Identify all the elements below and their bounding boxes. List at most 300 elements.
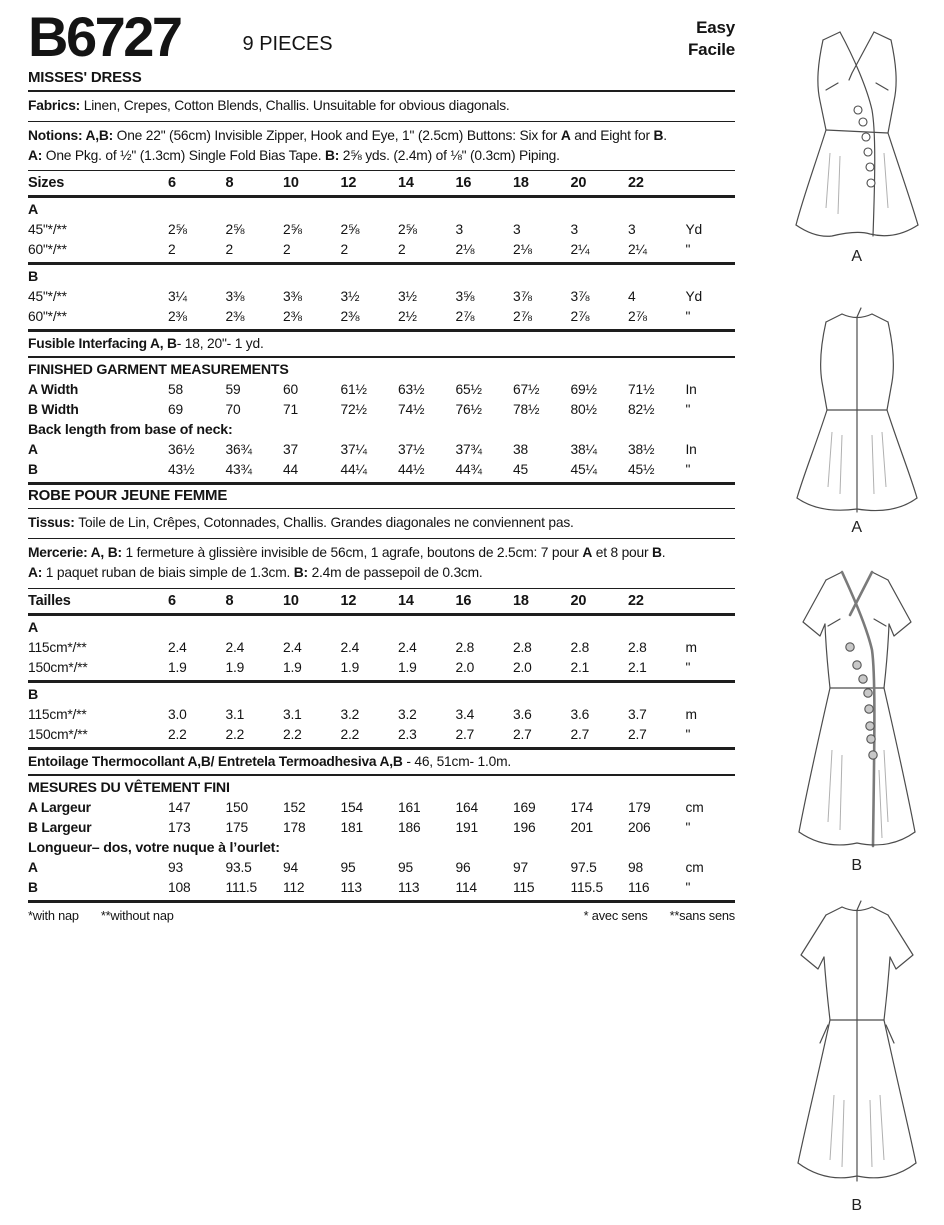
value-cell: 2.7 xyxy=(628,726,647,742)
value-cell: 3 xyxy=(628,222,636,238)
value-cell: 43½ xyxy=(168,462,195,478)
divider xyxy=(28,538,735,539)
yardage-table-fr xyxy=(28,591,735,903)
mercerie-line-1 xyxy=(28,543,735,563)
value-cell: 2.2 xyxy=(168,726,187,742)
view-label: A xyxy=(851,519,863,536)
value-cell: 93 xyxy=(168,859,183,875)
value-cell: 2.2 xyxy=(340,726,360,742)
footnote-with-nap: *with nap xyxy=(28,907,79,923)
value-cell: 196 xyxy=(513,819,536,835)
value-cell: 186 xyxy=(398,819,421,835)
dress-view-b-back xyxy=(770,895,944,1215)
table-row xyxy=(28,838,735,858)
value-cell: 3⅞ xyxy=(570,289,590,305)
text-segment: Mercerie: A, B: xyxy=(28,544,126,560)
dress-view-a-front xyxy=(770,18,944,266)
value-cell: 111.5 xyxy=(225,879,257,895)
row-group-label: A xyxy=(28,619,39,636)
unit-cell: In xyxy=(685,442,697,458)
value-cell: 2.4 xyxy=(225,639,245,655)
value-cell: 2⅛ xyxy=(513,242,532,258)
value-cell: 82½ xyxy=(628,402,655,418)
row-label: Sizes xyxy=(28,175,65,192)
value-cell: 2⅜ xyxy=(340,309,360,325)
value-cell: 154 xyxy=(340,799,363,815)
value-cell: 60 xyxy=(283,382,298,398)
footnote-en xyxy=(28,908,196,923)
pattern-number: B6727 xyxy=(28,5,181,68)
unit-cell: " xyxy=(685,819,691,835)
value-cell: 2¼ xyxy=(628,242,647,258)
value-cell: 20 xyxy=(570,592,587,609)
value-cell: 1.9 xyxy=(340,659,360,675)
row-label: 115cm*/** xyxy=(28,706,87,722)
row-group-label: B xyxy=(28,269,39,286)
value-cell: 3¼ xyxy=(168,289,187,305)
footnote-sans-sens: **sans sens xyxy=(669,907,735,923)
view-label: A xyxy=(851,248,863,265)
value-cell: 3.4 xyxy=(455,706,475,722)
value-cell: 67½ xyxy=(513,382,540,398)
value-cell: 95 xyxy=(340,859,356,875)
value-cell: 1.9 xyxy=(225,659,245,675)
value-cell: 113 xyxy=(340,879,362,895)
value-cell: 108 xyxy=(168,879,191,895)
value-cell: 3½ xyxy=(340,289,360,305)
value-cell: 2 xyxy=(340,242,348,258)
difficulty-fr: Facile xyxy=(688,40,735,60)
value-cell: 18 xyxy=(513,175,529,192)
value-cell: 97.5 xyxy=(570,859,597,875)
value-cell: 6 xyxy=(168,175,176,192)
value-cell: 3.2 xyxy=(398,706,417,722)
value-cell: 3.6 xyxy=(570,706,590,722)
value-cell: 2⅜ xyxy=(225,309,245,325)
table-row xyxy=(28,618,735,638)
value-cell: 152 xyxy=(283,799,306,815)
unit-cell: " xyxy=(685,726,691,742)
divider xyxy=(28,195,735,198)
value-cell: 173 xyxy=(168,819,191,835)
value-cell: 2.0 xyxy=(513,659,532,675)
text-segment: et 8 pour xyxy=(592,544,653,560)
value-cell: 59 xyxy=(225,382,241,398)
text-segment: A xyxy=(560,127,571,143)
value-cell: 36½ xyxy=(168,442,195,458)
value-cell: 2.4 xyxy=(168,639,187,655)
unit-cell: cm xyxy=(685,799,704,815)
value-cell: 2⅜ xyxy=(168,309,187,325)
value-cell: 3.0 xyxy=(168,706,187,722)
value-cell: 2 xyxy=(225,242,233,258)
garment-title-en: MISSES' DRESS xyxy=(28,69,142,87)
footnote-without-nap: **without nap xyxy=(100,907,174,923)
value-cell: 38 xyxy=(513,442,528,458)
text-segment: and Eight for xyxy=(570,127,654,143)
divider xyxy=(28,329,735,332)
value-cell: 3 xyxy=(455,222,463,238)
text-segment: Notions: A,B: xyxy=(28,127,117,143)
value-cell: 2.7 xyxy=(455,726,475,742)
value-cell: 96 xyxy=(455,859,471,875)
value-cell: 3 xyxy=(570,222,578,238)
value-cell: 37¾ xyxy=(455,442,482,458)
value-cell: 2⅞ xyxy=(513,309,532,325)
table-row xyxy=(28,638,735,658)
row-label: 45"*/** xyxy=(28,289,67,305)
value-cell: 206 xyxy=(628,819,651,835)
value-cell: 3.2 xyxy=(340,706,360,722)
value-cell: 3⅜ xyxy=(225,289,245,305)
value-cell: 181 xyxy=(340,819,363,835)
value-cell: 94 xyxy=(283,859,298,875)
value-cell: 4 xyxy=(628,289,636,305)
value-cell: 70 xyxy=(225,402,241,418)
table-row xyxy=(28,440,735,460)
text-segment: . xyxy=(661,544,666,560)
value-cell: 78½ xyxy=(513,402,540,418)
mercerie-paragraph xyxy=(28,541,735,586)
difficulty-en: Easy xyxy=(696,18,735,37)
value-cell: 2.7 xyxy=(513,726,532,742)
text-segment: Fusible Interfacing A, B xyxy=(28,336,177,352)
text-segment: One 22" (56cm) Invisible Zipper, Hook and Eye, 1" (2.5cm) Buttons: Six for xyxy=(116,127,561,143)
row-group-label: A xyxy=(28,202,39,219)
value-cell: 44¼ xyxy=(340,462,367,478)
value-cell: 14 xyxy=(398,592,414,609)
value-cell: 2.0 xyxy=(455,659,475,675)
value-cell: 22 xyxy=(628,592,644,609)
value-cell: 150 xyxy=(225,799,248,815)
value-cell: 12 xyxy=(340,592,357,609)
row-group-label: MESURES DU VÊTEMENT FINI xyxy=(28,779,230,796)
value-cell: 8 xyxy=(225,592,234,609)
text-segment: B xyxy=(653,127,664,143)
table-row xyxy=(28,307,735,327)
value-cell: 1.9 xyxy=(283,659,302,675)
divider xyxy=(28,90,735,92)
value-cell: 178 xyxy=(283,819,306,835)
value-cell: 3⅜ xyxy=(283,289,302,305)
value-cell: 3.1 xyxy=(283,706,302,722)
value-cell: 16 xyxy=(455,175,472,192)
value-cell: 45 xyxy=(513,462,528,478)
value-cell: 113 xyxy=(398,879,420,895)
value-cell: 112 xyxy=(283,879,305,895)
value-cell: 164 xyxy=(455,799,478,815)
value-cell: 2⅝ xyxy=(283,222,302,238)
value-cell: 175 xyxy=(225,819,248,835)
table-row xyxy=(28,173,735,193)
divider xyxy=(28,747,735,750)
value-cell: 2⅝ xyxy=(225,222,245,238)
footnote-avec-sens: * avec sens xyxy=(583,907,648,923)
table-row xyxy=(28,725,735,745)
header xyxy=(28,5,735,68)
table-row xyxy=(28,240,735,260)
divider xyxy=(28,680,735,683)
value-cell: 20 xyxy=(570,175,587,192)
value-cell: 61½ xyxy=(340,382,367,398)
row-label: A Width xyxy=(28,382,79,398)
divider xyxy=(28,900,735,903)
dress-view-b-front xyxy=(770,560,944,875)
dress-b-front-illustration xyxy=(770,560,944,855)
text-segment: 1 fermeture à glissière invisible de 56cm, 1 agrafe, boutons de 2.5cm: 7 pour xyxy=(125,544,583,560)
value-cell: 2.2 xyxy=(283,726,302,742)
value-cell: 58 xyxy=(168,382,183,398)
value-cell: 69½ xyxy=(570,382,597,398)
value-cell: 1.9 xyxy=(398,659,417,675)
table-row xyxy=(28,878,735,898)
pattern-info-panel xyxy=(28,5,735,923)
value-cell: 2 xyxy=(398,242,406,258)
value-cell: 2.8 xyxy=(628,639,647,655)
value-cell: 2 xyxy=(168,242,176,258)
divider xyxy=(28,774,735,776)
value-cell: 3.1 xyxy=(225,706,245,722)
value-cell: 2¼ xyxy=(570,242,590,258)
value-cell: 98 xyxy=(628,859,643,875)
value-cell: 10 xyxy=(283,175,299,192)
text-segment: - 46, 51cm- 1.0m. xyxy=(406,753,512,769)
table-row xyxy=(28,752,735,772)
value-cell: 161 xyxy=(398,799,421,815)
value-cell: 8 xyxy=(225,175,234,192)
value-cell: 38¼ xyxy=(570,442,597,458)
value-cell: 2.4 xyxy=(398,639,417,655)
table-row xyxy=(28,591,735,611)
row-label: B xyxy=(28,879,38,895)
unit-cell: " xyxy=(685,242,691,258)
value-cell: 2⅞ xyxy=(455,309,475,325)
row-group-label: FINISHED GARMENT MEASUREMENTS xyxy=(28,362,289,379)
row-label: 60"*/** xyxy=(28,309,67,325)
value-cell: 2⅞ xyxy=(570,309,590,325)
row-label: 45"*/** xyxy=(28,222,67,238)
fabrics-line xyxy=(28,94,735,118)
value-cell: 2.4 xyxy=(340,639,360,655)
value-cell: 115 xyxy=(513,879,535,895)
divider xyxy=(28,613,735,616)
view-label: B xyxy=(851,857,863,874)
difficulty-rating xyxy=(688,17,735,61)
value-cell: 2.3 xyxy=(398,726,417,742)
dress-view-a-back xyxy=(770,302,944,537)
table-row xyxy=(28,267,735,287)
value-cell: 3.6 xyxy=(513,706,532,722)
value-cell: 76½ xyxy=(455,402,482,418)
unit-cell: m xyxy=(685,706,697,722)
unit-cell: " xyxy=(685,309,691,325)
tissus-line xyxy=(28,511,735,535)
text-segment: A: xyxy=(28,148,46,163)
text-segment: A: xyxy=(28,565,46,581)
row-label: 115cm*/** xyxy=(28,639,87,655)
table-row xyxy=(28,658,735,678)
value-cell: 2½ xyxy=(398,309,417,325)
text-segment: Tissus: xyxy=(28,515,79,531)
table-row xyxy=(28,460,735,480)
text-segment: Toile de Lin, Crêpes, Cotonnades, Challis. Grandes diagonales ne conviennent pas. xyxy=(78,515,574,531)
value-cell: 2⅛ xyxy=(455,242,475,258)
value-cell: 3½ xyxy=(398,289,417,305)
value-cell: 2.1 xyxy=(570,659,590,675)
unit-cell: " xyxy=(685,402,691,418)
text-segment: . xyxy=(663,127,667,143)
value-cell: 115.5 xyxy=(570,879,604,895)
value-cell: 45¼ xyxy=(570,462,597,478)
value-cell: 44½ xyxy=(398,462,425,478)
unit-cell: " xyxy=(685,462,691,478)
value-cell: 6 xyxy=(168,592,176,609)
text-segment: - 18, 20"- 1 yd. xyxy=(176,336,264,352)
text-segment: Linen, Crepes, Cotton Blends, Challis. Unsuitable for obvious diagonals. xyxy=(83,98,510,114)
row-label: B xyxy=(28,462,38,478)
value-cell: 97 xyxy=(513,859,528,875)
value-cell: 2.8 xyxy=(570,639,590,655)
table-row xyxy=(28,287,735,307)
value-cell: 72½ xyxy=(340,402,367,418)
table-row xyxy=(28,858,735,878)
footnote-fr xyxy=(562,908,735,923)
mercerie-line-2 xyxy=(28,563,735,583)
value-cell: 44¾ xyxy=(455,462,482,478)
value-cell: 2⅞ xyxy=(628,309,647,325)
notions-line-2 xyxy=(28,146,735,166)
text-segment: B: xyxy=(324,148,343,163)
table-row xyxy=(28,360,735,380)
row-label: A xyxy=(28,442,38,458)
row-group-label: B xyxy=(28,686,39,703)
yardage-table-en xyxy=(28,173,735,485)
footnotes xyxy=(28,908,735,923)
value-cell: 80½ xyxy=(570,402,597,418)
value-cell: 1.9 xyxy=(168,659,187,675)
value-cell: 191 xyxy=(455,819,478,835)
value-cell: 3.7 xyxy=(628,706,647,722)
unit-cell: In xyxy=(685,382,697,398)
table-row xyxy=(28,380,735,400)
table-row xyxy=(28,400,735,420)
unit-cell: " xyxy=(685,659,691,675)
value-cell: 43¾ xyxy=(225,462,252,478)
divider xyxy=(28,262,735,265)
text-segment: A xyxy=(582,544,593,560)
table-note xyxy=(28,752,511,772)
row-label: 60"*/** xyxy=(28,242,67,258)
value-cell: 2⅝ xyxy=(168,222,187,238)
text-segment: 2⅝ yds. (2.4m) of ⅛" (0.3cm) Piping. xyxy=(342,148,560,163)
value-cell: 3 xyxy=(513,222,521,238)
unit-cell: Yd xyxy=(685,222,702,238)
table-row xyxy=(28,705,735,725)
value-cell: 37¼ xyxy=(340,442,367,458)
table-row xyxy=(28,818,735,838)
row-label: B Largeur xyxy=(28,819,92,835)
divider xyxy=(28,356,735,358)
value-cell: 3⅝ xyxy=(455,289,475,305)
value-cell: 71 xyxy=(283,402,298,418)
notions-paragraph xyxy=(28,124,735,169)
divider xyxy=(28,508,735,509)
value-cell: 3⅞ xyxy=(513,289,532,305)
table-note xyxy=(28,334,264,354)
value-cell: 93.5 xyxy=(225,859,252,875)
value-cell: 22 xyxy=(628,175,644,192)
divider xyxy=(28,588,735,589)
value-cell: 12 xyxy=(340,175,357,192)
row-label: A Largeur xyxy=(28,799,91,815)
garment-title-fr: ROBE POUR JEUNE FEMME xyxy=(28,487,228,505)
table-row xyxy=(28,220,735,240)
value-cell: 69 xyxy=(168,402,183,418)
row-group-label: Back length from base of neck: xyxy=(28,422,233,439)
view-label: B xyxy=(851,1197,863,1214)
row-label: 150cm*/** xyxy=(28,726,88,742)
value-cell: 116 xyxy=(628,879,650,895)
unit-cell: cm xyxy=(685,859,704,875)
value-cell: 36¾ xyxy=(225,442,252,458)
divider xyxy=(28,121,735,122)
notions-line-1 xyxy=(28,126,735,146)
value-cell: 2.2 xyxy=(225,726,245,742)
value-cell: 37½ xyxy=(398,442,425,458)
table-row xyxy=(28,420,735,440)
value-cell: 38½ xyxy=(628,442,655,458)
text-segment: Fabrics: xyxy=(28,98,84,114)
value-cell: 74½ xyxy=(398,402,425,418)
row-label: 150cm*/** xyxy=(28,659,88,675)
dress-b-back-illustration xyxy=(770,895,944,1195)
value-cell: 2.4 xyxy=(283,639,302,655)
value-cell: 16 xyxy=(455,592,472,609)
text-segment: 1 paquet ruban de biais simple de 1.3cm. xyxy=(45,565,294,581)
dress-a-back-illustration xyxy=(770,302,944,517)
row-label: Tailles xyxy=(28,592,71,609)
value-cell: 114 xyxy=(455,879,477,895)
row-group-label: Longueur– dos, votre nuque à l’ourlet: xyxy=(28,839,280,856)
table-row xyxy=(28,334,735,354)
value-cell: 44 xyxy=(283,462,298,478)
value-cell: 37 xyxy=(283,442,298,458)
table-row xyxy=(28,685,735,705)
value-cell: 95 xyxy=(398,859,413,875)
value-cell: 14 xyxy=(398,175,414,192)
text-segment: Entoilage Thermocollant A,B/ Entretela Termoadhesiva A,B xyxy=(28,753,407,769)
value-cell: 65½ xyxy=(455,382,482,398)
value-cell: 18 xyxy=(513,592,529,609)
divider xyxy=(28,170,735,171)
value-cell: 2.8 xyxy=(455,639,475,655)
row-label: A xyxy=(28,859,38,875)
value-cell: 2⅝ xyxy=(398,222,417,238)
value-cell: 169 xyxy=(513,799,536,815)
value-cell: 2⅜ xyxy=(283,309,302,325)
value-cell: 2⅝ xyxy=(340,222,360,238)
row-label: B Width xyxy=(28,402,79,418)
text-segment: B xyxy=(652,544,662,560)
pieces-count: 9 PIECES xyxy=(242,33,333,56)
dress-a-front-illustration xyxy=(770,18,944,246)
value-cell: 201 xyxy=(570,819,593,835)
value-cell: 10 xyxy=(283,592,299,609)
value-cell: 174 xyxy=(570,799,593,815)
value-cell: 2 xyxy=(283,242,291,258)
unit-cell: Yd xyxy=(685,289,702,305)
text-segment: One Pkg. of ½" (1.3cm) Single Fold Bias Tape. xyxy=(45,148,325,163)
